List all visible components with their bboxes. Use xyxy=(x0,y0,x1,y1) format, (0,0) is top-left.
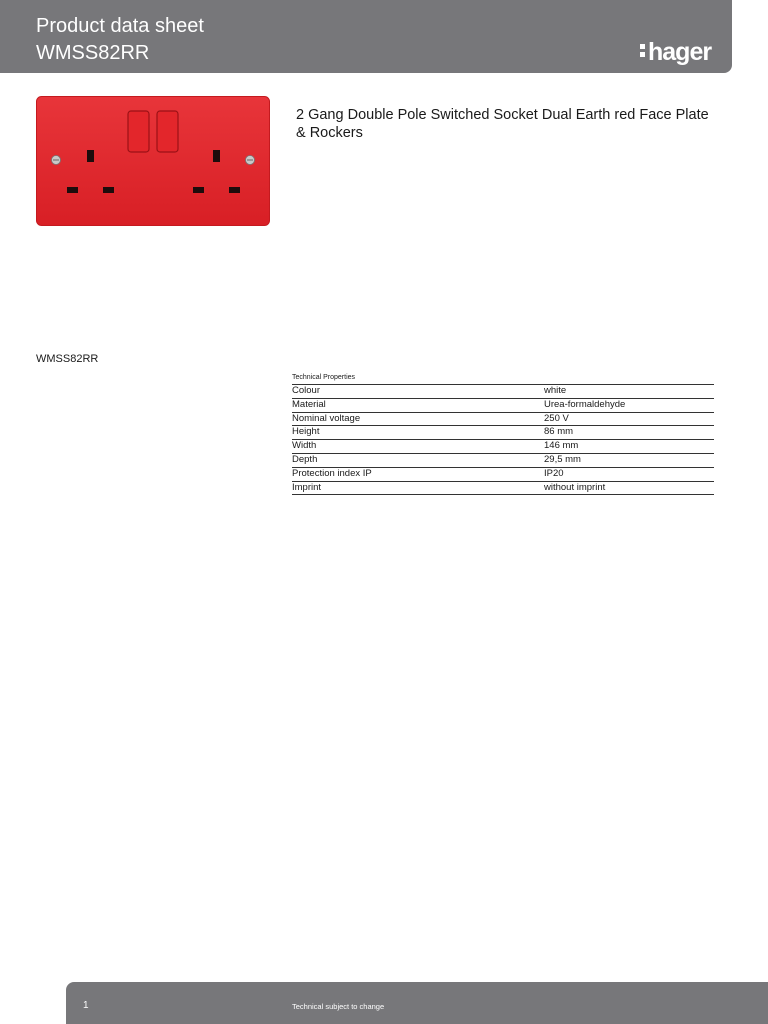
table-row xyxy=(292,453,714,467)
rocker-left xyxy=(128,111,149,152)
property-label: Protection index IP xyxy=(292,467,544,481)
live-slot-left xyxy=(67,187,78,193)
document-title: Product data sheet xyxy=(36,15,204,37)
property-label: Nominal voltage xyxy=(292,412,544,426)
table-row xyxy=(292,440,714,454)
table-row xyxy=(292,412,714,426)
property-label: Material xyxy=(292,398,544,412)
brand-name: hager xyxy=(648,38,712,66)
property-value: 29,5 mm xyxy=(544,453,714,467)
table-row xyxy=(292,481,714,495)
property-label: Height xyxy=(292,426,544,440)
earth-slot-right xyxy=(213,150,220,162)
page-number: 1 xyxy=(83,1000,89,1011)
technical-properties xyxy=(292,373,714,495)
footer-bar xyxy=(66,982,768,1024)
face-plate xyxy=(37,97,270,226)
property-value: Urea-formaldehyde xyxy=(544,398,714,412)
product-name: 2 Gang Double Pole Switched Socket Dual Earth red Face Plate & Rockers xyxy=(296,107,709,141)
property-value: 146 mm xyxy=(544,440,714,454)
neutral-slot-right xyxy=(229,187,240,193)
rocker-right xyxy=(157,111,178,152)
product-reference: WMSS82RR xyxy=(36,353,99,365)
property-label: Width xyxy=(292,440,544,454)
property-value: 86 mm xyxy=(544,426,714,440)
product-image xyxy=(36,96,270,226)
technical-properties-table xyxy=(292,385,714,495)
live-slot-right xyxy=(193,187,204,193)
property-value: 250 V xyxy=(544,412,714,426)
property-value: without imprint xyxy=(544,481,714,495)
table-row xyxy=(292,426,714,440)
property-value: IP20 xyxy=(544,467,714,481)
neutral-slot-left xyxy=(103,187,114,193)
table-row xyxy=(292,398,714,412)
logo-colon-icon xyxy=(640,42,646,58)
footer-note: Technical subject to change xyxy=(292,1002,385,1011)
header-bar xyxy=(0,0,732,73)
property-label: Imprint xyxy=(292,481,544,495)
product-code: WMSS82RR xyxy=(36,42,150,64)
property-label: Colour xyxy=(292,385,544,398)
hager-logo xyxy=(640,38,711,66)
property-label: Depth xyxy=(292,453,544,467)
table-row xyxy=(292,467,714,481)
technical-properties-caption: Technical Properties xyxy=(292,373,714,385)
property-value: white xyxy=(544,385,714,398)
table-row xyxy=(292,385,714,398)
earth-slot-left xyxy=(87,150,94,162)
